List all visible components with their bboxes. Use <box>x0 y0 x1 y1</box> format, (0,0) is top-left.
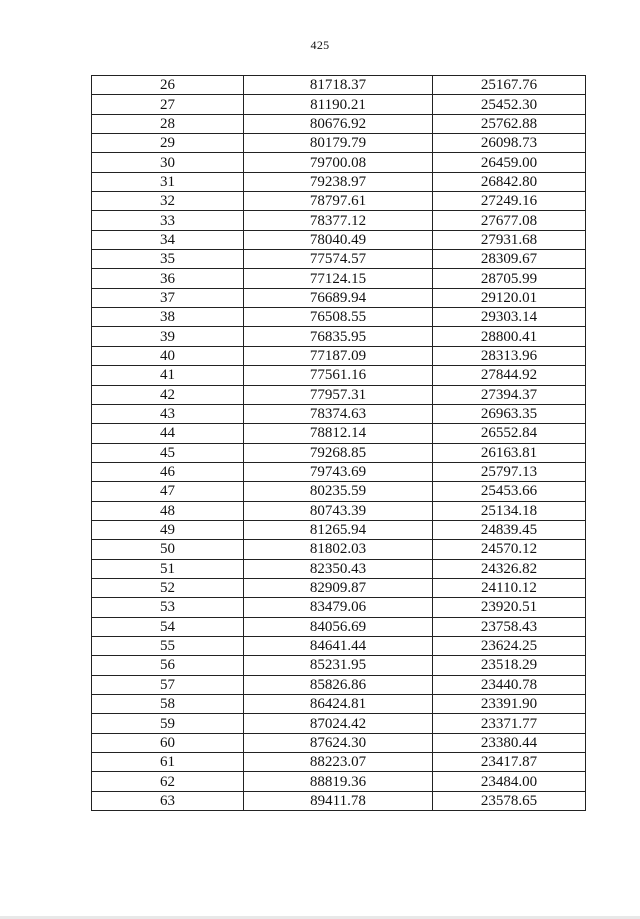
table-row <box>92 172 586 191</box>
x-coordinate-cell: 87624.30 <box>244 733 433 752</box>
y-coordinate-cell: 26552.84 <box>433 424 586 443</box>
table-row <box>92 327 586 346</box>
point-number-cell: 28 <box>92 114 244 133</box>
point-number-cell: 48 <box>92 501 244 520</box>
y-coordinate-cell: 24326.82 <box>433 559 586 578</box>
point-number-cell: 41 <box>92 366 244 385</box>
point-number-cell: 26 <box>92 76 244 95</box>
point-number-cell: 36 <box>92 269 244 288</box>
table-row <box>92 424 586 443</box>
x-coordinate-cell: 80179.79 <box>244 134 433 153</box>
point-number-cell: 46 <box>92 462 244 481</box>
y-coordinate-cell: 23920.51 <box>433 598 586 617</box>
point-number-cell: 44 <box>92 424 244 443</box>
point-number-cell: 33 <box>92 211 244 230</box>
x-coordinate-cell: 81718.37 <box>244 76 433 95</box>
point-number-cell: 45 <box>92 443 244 462</box>
table-row <box>92 617 586 636</box>
x-coordinate-cell: 81802.03 <box>244 540 433 559</box>
coordinates-table-body <box>92 76 586 811</box>
y-coordinate-cell: 26163.81 <box>433 443 586 462</box>
y-coordinate-cell: 28705.99 <box>433 269 586 288</box>
x-coordinate-cell: 80743.39 <box>244 501 433 520</box>
page-number: 425 <box>310 38 330 52</box>
table-row <box>92 598 586 617</box>
point-number-cell: 42 <box>92 385 244 404</box>
table-row <box>92 134 586 153</box>
point-number-cell: 29 <box>92 134 244 153</box>
y-coordinate-cell: 23578.65 <box>433 791 586 810</box>
y-coordinate-cell: 24110.12 <box>433 578 586 597</box>
y-coordinate-cell: 23391.90 <box>433 695 586 714</box>
y-coordinate-cell: 25797.13 <box>433 462 586 481</box>
x-coordinate-cell: 79743.69 <box>244 462 433 481</box>
table-row <box>92 385 586 404</box>
y-coordinate-cell: 29303.14 <box>433 308 586 327</box>
point-number-cell: 51 <box>92 559 244 578</box>
x-coordinate-cell: 85231.95 <box>244 656 433 675</box>
table-row <box>92 288 586 307</box>
table-row <box>92 230 586 249</box>
x-coordinate-cell: 85826.86 <box>244 675 433 694</box>
table-row <box>92 269 586 288</box>
table-row <box>92 76 586 95</box>
y-coordinate-cell: 26098.73 <box>433 134 586 153</box>
y-coordinate-cell: 23518.29 <box>433 656 586 675</box>
y-coordinate-cell: 27677.08 <box>433 211 586 230</box>
point-number-cell: 31 <box>92 172 244 191</box>
coordinates-table <box>91 75 586 811</box>
table-row <box>92 114 586 133</box>
y-coordinate-cell: 28800.41 <box>433 327 586 346</box>
table-row <box>92 192 586 211</box>
table-row <box>92 462 586 481</box>
y-coordinate-cell: 25452.30 <box>433 95 586 114</box>
y-coordinate-cell: 23440.78 <box>433 675 586 694</box>
x-coordinate-cell: 88819.36 <box>244 772 433 791</box>
y-coordinate-cell: 25134.18 <box>433 501 586 520</box>
point-number-cell: 30 <box>92 153 244 172</box>
x-coordinate-cell: 81265.94 <box>244 520 433 539</box>
y-coordinate-cell: 28313.96 <box>433 346 586 365</box>
table-row <box>92 153 586 172</box>
y-coordinate-cell: 23758.43 <box>433 617 586 636</box>
table-row <box>92 578 586 597</box>
table-row <box>92 211 586 230</box>
x-coordinate-cell: 76689.94 <box>244 288 433 307</box>
y-coordinate-cell: 27844.92 <box>433 366 586 385</box>
point-number-cell: 50 <box>92 540 244 559</box>
point-number-cell: 61 <box>92 753 244 772</box>
x-coordinate-cell: 78812.14 <box>244 424 433 443</box>
x-coordinate-cell: 77124.15 <box>244 269 433 288</box>
y-coordinate-cell: 23371.77 <box>433 714 586 733</box>
table-row <box>92 540 586 559</box>
point-number-cell: 43 <box>92 404 244 423</box>
point-number-cell: 49 <box>92 520 244 539</box>
x-coordinate-cell: 89411.78 <box>244 791 433 810</box>
point-number-cell: 53 <box>92 598 244 617</box>
point-number-cell: 38 <box>92 308 244 327</box>
point-number-cell: 54 <box>92 617 244 636</box>
table-row <box>92 366 586 385</box>
point-number-cell: 63 <box>92 791 244 810</box>
table-row <box>92 559 586 578</box>
y-coordinate-cell: 28309.67 <box>433 250 586 269</box>
x-coordinate-cell: 77957.31 <box>244 385 433 404</box>
x-coordinate-cell: 77574.57 <box>244 250 433 269</box>
point-number-cell: 60 <box>92 733 244 752</box>
x-coordinate-cell: 77561.16 <box>244 366 433 385</box>
x-coordinate-cell: 84641.44 <box>244 636 433 655</box>
x-coordinate-cell: 81190.21 <box>244 95 433 114</box>
point-number-cell: 47 <box>92 482 244 501</box>
y-coordinate-cell: 23417.87 <box>433 753 586 772</box>
x-coordinate-cell: 78797.61 <box>244 192 433 211</box>
y-coordinate-cell: 24570.12 <box>433 540 586 559</box>
table-row <box>92 733 586 752</box>
y-coordinate-cell: 25762.88 <box>433 114 586 133</box>
x-coordinate-cell: 84056.69 <box>244 617 433 636</box>
y-coordinate-cell: 23624.25 <box>433 636 586 655</box>
x-coordinate-cell: 80676.92 <box>244 114 433 133</box>
x-coordinate-cell: 82350.43 <box>244 559 433 578</box>
x-coordinate-cell: 80235.59 <box>244 482 433 501</box>
point-number-cell: 57 <box>92 675 244 694</box>
point-number-cell: 35 <box>92 250 244 269</box>
y-coordinate-cell: 23484.00 <box>433 772 586 791</box>
table-row <box>92 636 586 655</box>
y-coordinate-cell: 29120.01 <box>433 288 586 307</box>
x-coordinate-cell: 83479.06 <box>244 598 433 617</box>
table-row <box>92 714 586 733</box>
y-coordinate-cell: 25167.76 <box>433 76 586 95</box>
point-number-cell: 59 <box>92 714 244 733</box>
x-coordinate-cell: 78377.12 <box>244 211 433 230</box>
x-coordinate-cell: 79238.97 <box>244 172 433 191</box>
y-coordinate-cell: 23380.44 <box>433 733 586 752</box>
x-coordinate-cell: 79700.08 <box>244 153 433 172</box>
table-row <box>92 404 586 423</box>
table-row <box>92 695 586 714</box>
x-coordinate-cell: 79268.85 <box>244 443 433 462</box>
point-number-cell: 40 <box>92 346 244 365</box>
table-row <box>92 520 586 539</box>
table-row <box>92 772 586 791</box>
point-number-cell: 32 <box>92 192 244 211</box>
point-number-cell: 52 <box>92 578 244 597</box>
point-number-cell: 37 <box>92 288 244 307</box>
point-number-cell: 39 <box>92 327 244 346</box>
x-coordinate-cell: 78374.63 <box>244 404 433 423</box>
y-coordinate-cell: 27394.37 <box>433 385 586 404</box>
x-coordinate-cell: 77187.09 <box>244 346 433 365</box>
point-number-cell: 55 <box>92 636 244 655</box>
x-coordinate-cell: 76508.55 <box>244 308 433 327</box>
y-coordinate-cell: 26963.35 <box>433 404 586 423</box>
y-coordinate-cell: 26842.80 <box>433 172 586 191</box>
x-coordinate-cell: 87024.42 <box>244 714 433 733</box>
table-row <box>92 308 586 327</box>
table-row <box>92 791 586 810</box>
point-number-cell: 27 <box>92 95 244 114</box>
point-number-cell: 62 <box>92 772 244 791</box>
x-coordinate-cell: 76835.95 <box>244 327 433 346</box>
table-row <box>92 656 586 675</box>
y-coordinate-cell: 24839.45 <box>433 520 586 539</box>
y-coordinate-cell: 26459.00 <box>433 153 586 172</box>
table-row <box>92 346 586 365</box>
x-coordinate-cell: 88223.07 <box>244 753 433 772</box>
table-row <box>92 95 586 114</box>
table-row <box>92 443 586 462</box>
x-coordinate-cell: 78040.49 <box>244 230 433 249</box>
x-coordinate-cell: 82909.87 <box>244 578 433 597</box>
point-number-cell: 56 <box>92 656 244 675</box>
table-row <box>92 501 586 520</box>
y-coordinate-cell: 27249.16 <box>433 192 586 211</box>
point-number-cell: 34 <box>92 230 244 249</box>
x-coordinate-cell: 86424.81 <box>244 695 433 714</box>
table-row <box>92 250 586 269</box>
table-row <box>92 675 586 694</box>
table-row <box>92 482 586 501</box>
y-coordinate-cell: 25453.66 <box>433 482 586 501</box>
point-number-cell: 58 <box>92 695 244 714</box>
y-coordinate-cell: 27931.68 <box>433 230 586 249</box>
table-row <box>92 753 586 772</box>
